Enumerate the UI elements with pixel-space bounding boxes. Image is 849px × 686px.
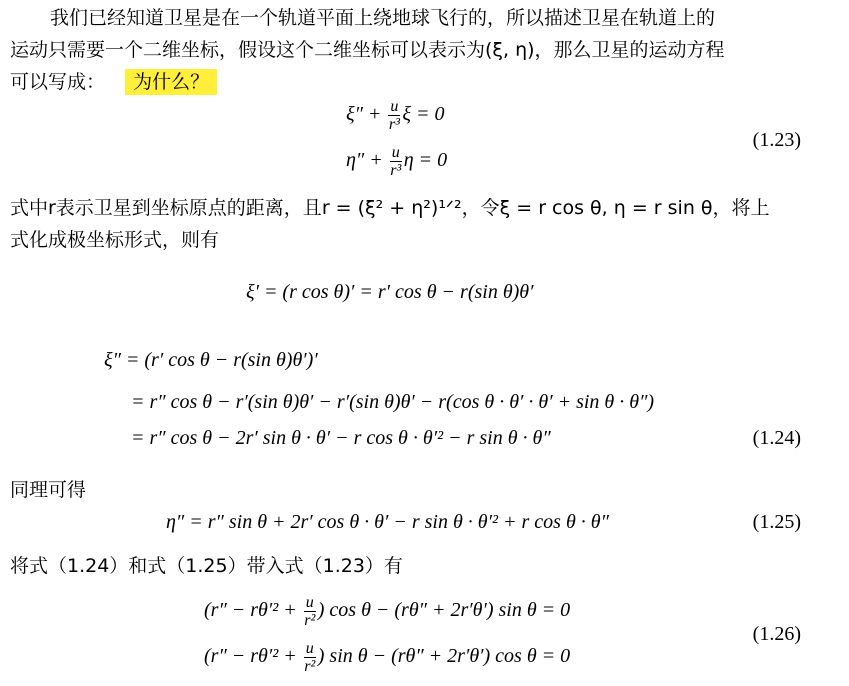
eq123-row1-lhs: ξ″ +	[346, 103, 387, 126]
eq125: η″ = r″ sin θ + 2r′ cos θ · θ′ − r sin θ · θ′² + r cos θ · θ″	[166, 511, 609, 533]
eq123-row2-num: u	[391, 144, 400, 161]
why-highlight: 为什么？	[125, 69, 217, 95]
eq123-row2-fraction	[390, 144, 402, 179]
eq123-row2	[346, 144, 447, 179]
eq123-row2-den: r³	[390, 162, 402, 179]
eq126-row1	[204, 594, 570, 629]
paragraph1-line2: 运动只需要一个二维坐标，假设这个二维坐标可以表示为(ξ, η)，那么卫星的运动方程	[10, 39, 725, 61]
substitute-text: 将式（1.24）和式（1.25）带入式（1.23）有	[10, 555, 403, 577]
eq125-number: (1.25)	[752, 511, 801, 533]
eq123-row1	[346, 98, 444, 133]
paragraph2-line1: 式中r表示卫星到坐标原点的距离，且r = (ξ² + η²)¹ᐟ²，令ξ = r cos θ, η = r sin θ，将上	[10, 197, 770, 219]
eq124-row2: = r″ cos θ − r′(sin θ)θ′ − r′(sin θ)θ′ − r(cos θ · θ′ · θ′ + sin θ · θ″)	[131, 391, 655, 413]
eq123-row2-rhs: η = 0	[403, 149, 448, 172]
eq126-row2-num: u	[305, 640, 314, 657]
eq123-row1-fraction	[388, 98, 400, 133]
eq123-row1-rhs: ξ = 0	[402, 103, 445, 126]
similarly-text: 同理可得	[10, 479, 87, 501]
eq123-number: (1.23)	[752, 129, 801, 151]
eq126-row2	[204, 640, 570, 675]
eq126-row1-num: u	[305, 594, 314, 611]
eq124-number: (1.24)	[752, 427, 801, 449]
paragraph2-line2: 式化成极坐标形式，则有	[10, 229, 220, 251]
paragraph1-line3	[10, 68, 217, 96]
eq126-row2-lhs: (r″ − rθ′² +	[204, 645, 302, 668]
paragraph1-line3-text: 可以写成：	[10, 71, 106, 93]
eq124-row1: ξ″ = (r′ cos θ − r(sin θ)θ′)′	[104, 349, 318, 371]
eq123-row2-lhs: η″ +	[346, 149, 388, 172]
eq126-row1-lhs: (r″ − rθ′² +	[204, 599, 302, 622]
eq126-number: (1.26)	[752, 623, 801, 645]
eq126-row2-den: r²	[304, 658, 316, 675]
paragraph1-line1: 我们已经知道卫星是在一个轨道平面上绕地球飞行的，所以描述卫星在轨道上的	[50, 7, 716, 29]
eq123-row1-num: u	[390, 98, 399, 115]
eq126-row2-fraction	[304, 640, 316, 675]
eq126-row1-fraction	[304, 594, 316, 629]
eq-xi-prime: ξ′ = (r cos θ)′ = r′ cos θ − r(sin θ)θ′	[246, 281, 534, 303]
eq126-row2-rhs: ) sin θ − (rθ″ + 2r′θ′) cos θ = 0	[317, 645, 571, 668]
eq124-row3: = r″ cos θ − 2r′ sin θ · θ′ − r cos θ · θ′² − r sin θ · θ″	[131, 427, 551, 449]
eq123-row1-den: r³	[388, 116, 400, 133]
eq126-row1-rhs: ) cos θ − (rθ″ + 2r′θ′) sin θ = 0	[317, 599, 571, 622]
eq126-row1-den: r²	[304, 612, 316, 629]
